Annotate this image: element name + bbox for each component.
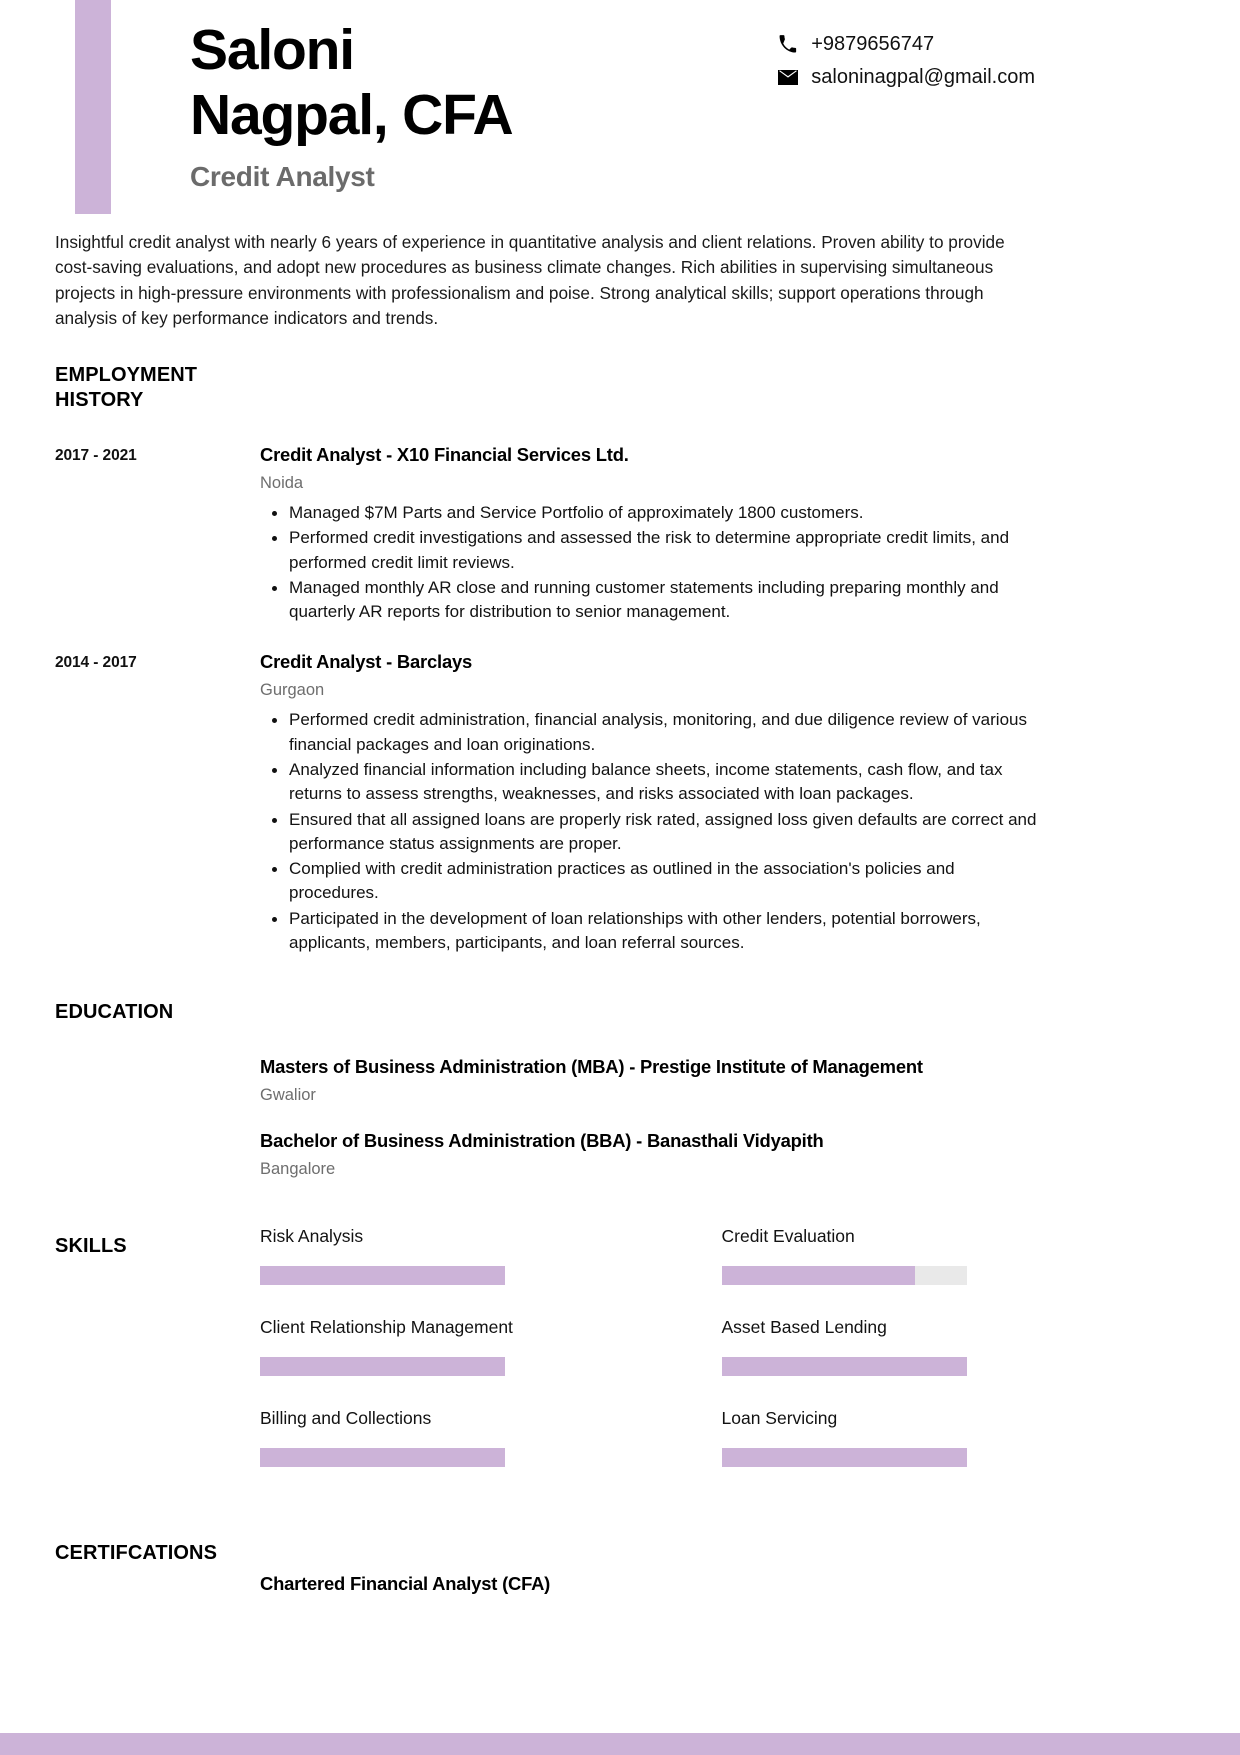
education-dates <box>55 1130 260 1133</box>
education-section <box>55 1000 1040 1178</box>
envelope-icon <box>777 67 798 88</box>
skill-item <box>722 1408 1041 1467</box>
employment-entry <box>55 651 1040 956</box>
employment-bullets <box>260 501 1040 624</box>
contact-email-row <box>777 66 1035 89</box>
skills-heading: SKILLS <box>55 1234 127 1257</box>
employment-dates: 2014 - 2017 <box>55 654 137 672</box>
contact-phone-row <box>777 33 1035 56</box>
employment-heading-line1: EMPLOYMENT <box>55 364 198 387</box>
bullet-item: Performed credit administration, financial analysis, monitoring, and due diligence review of various financial packages and loan originations. <box>289 708 1040 757</box>
education-entry-body <box>260 1056 1040 1105</box>
skill-bar-fill <box>260 1448 505 1467</box>
skill-bar-track <box>260 1448 505 1467</box>
skill-name: Asset Based Lending <box>721 1316 887 1337</box>
employment-entry-body <box>260 651 1040 956</box>
employment-heading-line2: HISTORY <box>55 388 144 411</box>
skill-bar-track <box>722 1448 967 1467</box>
bullet-item: Participated in the development of loan relationships with other lenders, potential borrowers, applicants, members, participants, and loan referral sources. <box>289 907 1040 956</box>
certifications-heading-col <box>55 1541 260 1595</box>
header-accent-bar <box>75 0 111 214</box>
skills-heading-col <box>55 1226 260 1499</box>
skill-item <box>260 1408 579 1467</box>
education-entry <box>55 1056 1040 1105</box>
skill-bar-fill <box>260 1266 505 1285</box>
skill-item <box>722 1226 1041 1285</box>
employment-location: Noida <box>260 473 304 492</box>
resume-header <box>0 0 1240 218</box>
job-title: Credit Analyst <box>190 161 375 192</box>
employment-bullets <box>260 708 1040 955</box>
phone-icon <box>777 34 798 55</box>
education-entry-body <box>260 1130 1040 1179</box>
professional-summary: Insightful credit analyst with nearly 6 years of experience in quantitative analysis and client relations. Proven ability to provide cost-saving evaluations, and adopt new procedures as business climate changes. Rich abilities in supervising simultaneous projects in high-pressure environments with professionalism and poise. Strong analytical skills; support operations through analysis of key performance indicators and trends. <box>55 232 1005 328</box>
bullet-item: Analyzed financial information including balance sheets, income statements, cash flow, and tax returns to assess strengths, weaknesses, and risks associated with loan packages. <box>289 758 1040 807</box>
education-entry <box>55 1130 1040 1179</box>
employment-dates: 2017 - 2021 <box>55 446 137 464</box>
skill-item <box>260 1226 579 1285</box>
certification-item: Chartered Financial Analyst (CFA) <box>260 1572 551 1594</box>
email-address: saloninagpal@gmail.com <box>811 66 1035 88</box>
footer-accent-bar <box>0 1733 1240 1755</box>
header-identity <box>190 18 750 193</box>
bullet-item: Managed monthly AR close and running customer statements including preparing monthly and quarterly AR reports for distribution to senior management. <box>289 576 1040 625</box>
employment-title: Credit Analyst - Barclays <box>260 651 473 673</box>
skill-bar-track <box>722 1266 967 1285</box>
employment-entry <box>55 444 1040 625</box>
education-heading: EDUCATION <box>55 1001 174 1024</box>
skill-name: Credit Evaluation <box>721 1225 855 1246</box>
certifications-wrap <box>55 1541 1040 1595</box>
education-location: Bangalore <box>260 1159 336 1178</box>
bullet-item: Performed credit investigations and assessed the risk to determine appropriate credit limits, and performed credit limit reviews. <box>289 526 1040 575</box>
employment-entry-body <box>260 444 1040 625</box>
employment-title: Credit Analyst - X10 Financial Services Ltd. <box>260 443 629 465</box>
bullet-item: Complied with credit administration practices as outlined in the association's policies and procedures. <box>289 857 1040 906</box>
first-name: Saloni <box>190 18 354 82</box>
certifications-body <box>260 1541 1040 1595</box>
skill-name: Client Relationship Management <box>260 1316 513 1337</box>
skill-bar-fill <box>722 1357 967 1376</box>
certifications-section <box>55 1541 1040 1595</box>
skills-wrap <box>55 1226 1040 1499</box>
skills-section <box>55 1226 1040 1499</box>
education-title: Bachelor of Business Administration (BBA) - Banasthali Vidyapith <box>260 1129 824 1151</box>
skill-bar-fill <box>260 1357 505 1376</box>
employment-section <box>55 363 1040 956</box>
skill-bar-track <box>722 1357 967 1376</box>
education-title: Masters of Business Administration (MBA) - Prestige Institute of Management <box>260 1055 923 1077</box>
skill-bar-fill <box>722 1448 967 1467</box>
skills-grid <box>260 1226 1040 1499</box>
skill-bar-fill <box>722 1266 916 1285</box>
education-dates <box>55 1056 260 1059</box>
skill-name: Loan Servicing <box>721 1407 838 1428</box>
skill-bar-track <box>260 1357 505 1376</box>
certifications-heading: CERTIFCATIONS <box>55 1541 218 1564</box>
last-name: Nagpal, CFA <box>190 83 513 147</box>
skill-bar-track <box>260 1266 505 1285</box>
employment-heading <box>55 363 1040 412</box>
contact-block <box>777 33 1035 99</box>
employment-location: Gurgaon <box>260 681 325 700</box>
bullet-item: Ensured that all assigned loans are properly risk rated, assigned loss given defaults are correct and performance status assignments are proper. <box>289 808 1040 857</box>
phone-number: +9879656747 <box>811 33 935 55</box>
skill-name: Billing and Collections <box>260 1407 432 1428</box>
skill-item <box>260 1317 579 1376</box>
bullet-item: Managed $7M Parts and Service Portfolio of approximately 1800 customers. <box>289 501 1040 525</box>
education-location: Gwalior <box>260 1085 316 1104</box>
skill-name: Risk Analysis <box>260 1225 364 1246</box>
skill-item <box>722 1317 1041 1376</box>
